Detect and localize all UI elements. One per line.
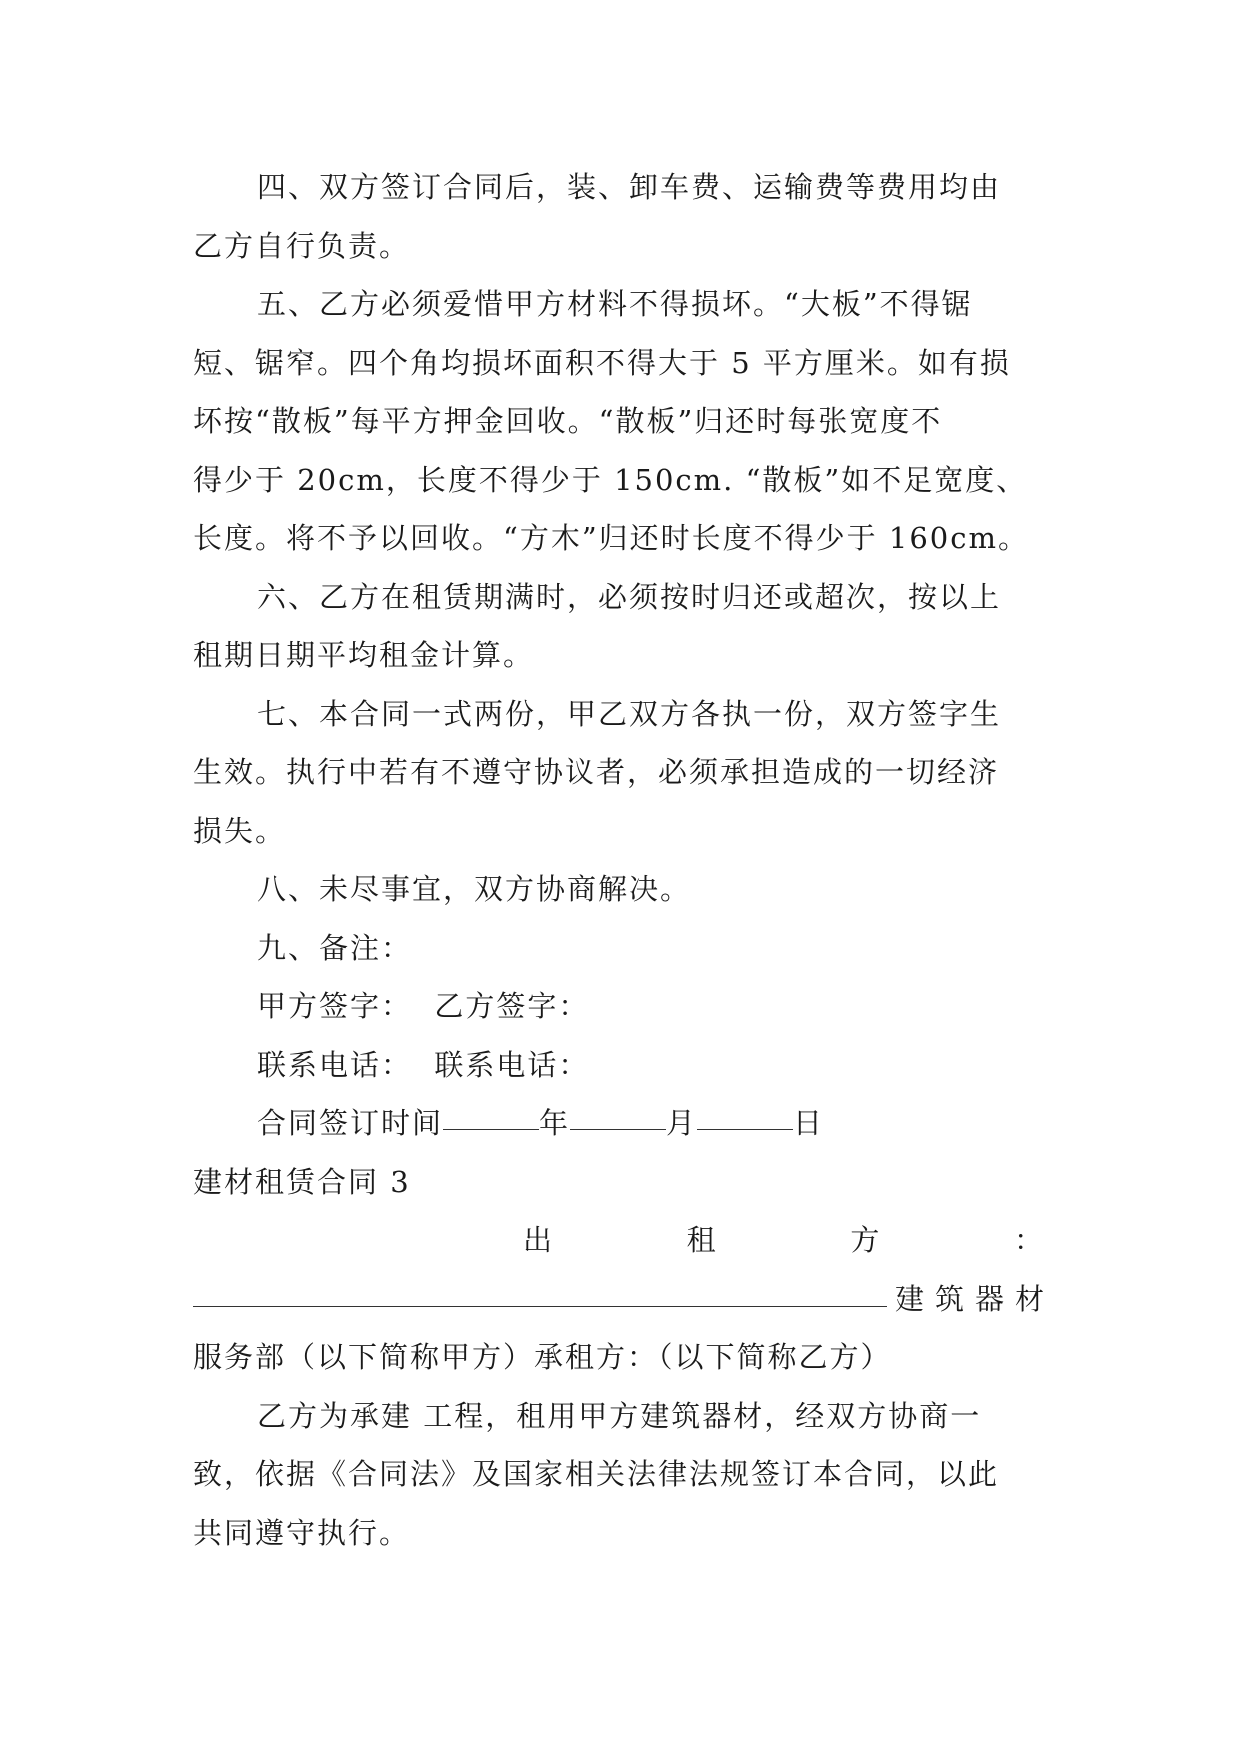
sign-date-line: [193, 1094, 1055, 1153]
clause-6-line-1: 六、乙方在租赁期满时，必须按时归还或超次，按以上: [257, 579, 1002, 614]
contract-3-title: 建材租赁合同 3: [193, 1164, 411, 1199]
intro-line-3: 共同遵守执行。: [193, 1515, 411, 1550]
signature-line: 甲方签字： 乙方签字：: [257, 989, 590, 1023]
clause-9-remarks: 九、备注：: [257, 930, 413, 965]
clause-4-line-2: 乙方自行负责。: [193, 228, 411, 263]
clause-7-line-3: 损失。: [193, 813, 287, 848]
clause-8: 八、未尽事宜，双方协商解决。: [257, 872, 692, 906]
clause-5-line-3: 坏按“散板”每平方押金回收。“散板”归还时每张宽度不: [193, 404, 943, 438]
month-label: 月: [666, 1106, 698, 1140]
clause-6-line-2: 租期日期平均租金计算。: [193, 638, 535, 672]
clause-7-line-2: 生效。执行中若有不遵守协议者，必须承担造成的一切经济: [193, 755, 1000, 789]
document-body: [193, 158, 1055, 1562]
intro-line-2: 致，依据《合同法》及国家相关法律法规签订本合同，以此: [193, 1457, 1000, 1491]
parties-line: 服务部（以下简称甲方）承租方：（以下简称乙方）: [193, 1340, 892, 1374]
day-blank: [697, 1128, 793, 1130]
lessor-name-blank: [193, 1305, 887, 1307]
clause-5-line-4: 得少于 20cm，长度不得少于 150cm. “散板”如不足宽度、: [193, 462, 1028, 497]
month-blank: [570, 1128, 666, 1130]
phone-line: 联系电话： 联系电话：: [257, 1047, 590, 1082]
lessor-name-row: [193, 1270, 1055, 1329]
clause-5-line-2: 短、锯窄。四个角均损坏面积不得大于 5 平方厘米。如有损: [193, 345, 1011, 380]
year-label: 年: [539, 1106, 571, 1140]
sign-date-label: 合同签订时间: [257, 1106, 444, 1140]
lessor-row: [193, 1211, 1055, 1270]
intro-line-1: 乙方为承建 工程，租用甲方建筑器材，经双方协商一: [257, 1398, 982, 1433]
lessor-char-4: ：: [1013, 1223, 1045, 1257]
clause-5-line-5: 长度。将不予以回收。“方木”归还时长度不得少于 160cm。: [193, 521, 1029, 555]
clause-5-line-1: 五、乙方必须爱惜甲方材料不得损坏。“大板”不得锯: [257, 287, 973, 321]
year-blank: [443, 1128, 539, 1130]
lessor-char-1: 出: [523, 1223, 555, 1257]
lessor-char-3: 方: [850, 1223, 882, 1257]
clause-7-line-1: 七、本合同一式两份，甲乙双方各执一份，双方签字生: [257, 696, 1002, 731]
lessor-suffix: 建筑器材: [894, 1281, 1055, 1316]
lessor-char-2: 租: [686, 1223, 718, 1257]
day-label: 日: [793, 1106, 825, 1140]
clause-4-line-1: 四、双方签订合同后，装、卸车费、运输费等费用均由: [257, 170, 1002, 204]
